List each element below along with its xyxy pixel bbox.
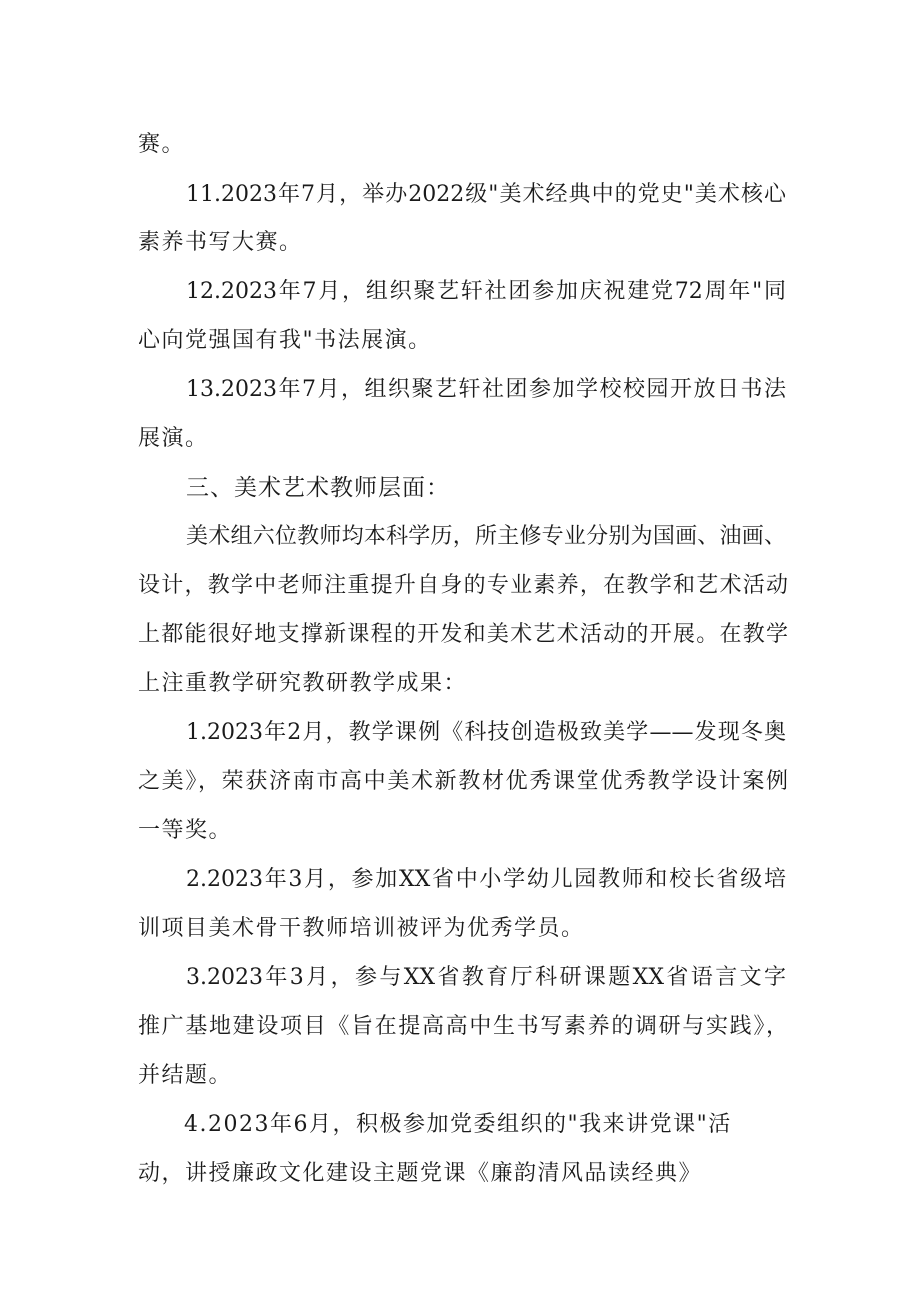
text-line-1: 赛。 [138, 132, 186, 157]
text-line-16: 2.2023年3月，参加XX省中小学幼儿园教师和校长省级培 [186, 867, 786, 892]
text-line-14: 之美》，荣获济南市高中美术新教材优秀课堂优秀教学设计案例 [138, 769, 788, 794]
text-line-6: 13.2023年7月，组织聚艺轩社团参加学校校园开放日书法 [186, 377, 786, 402]
text-line-15: 一等奖。 [138, 818, 233, 843]
text-line-13: 1.2023年2月，教学课例《科技创造极致美学——发现冬奥 [186, 720, 786, 745]
text-line-12: 上注重教学研究教研教学成果： [138, 671, 468, 696]
text-line-21: 4.2023年6月，积极参加党委组织的"我来讲党课"活 [184, 1112, 732, 1137]
text-line-4: 12.2023年7月，组织聚艺轩社团参加庆祝建党72周年"同 [186, 279, 786, 304]
text-line-5: 心向党强国有我"书法展演。 [138, 328, 432, 353]
text-line-7: 展演。 [138, 426, 209, 451]
text-line-18: 3.2023年3月，参与XX省教育厅科研课题XX省语言文字 [186, 965, 786, 990]
text-line-11: 上都能很好地支撑新课程的开发和美术艺术活动的开展。在教学 [138, 622, 788, 647]
text-line-10: 设计，教学中老师注重提升自身的专业素养，在教学和艺术活动 [138, 573, 788, 598]
text-line-17: 训项目美术骨干教师培训被评为优秀学员。 [138, 916, 585, 941]
text-line-20: 并结题。 [138, 1063, 233, 1088]
text-line-3: 素养书写大赛。 [138, 230, 303, 255]
text-line-22: 动，讲授廉政文化建设主题党课《廉韵清风品读经典》 [138, 1161, 703, 1186]
text-line-19: 推广基地建设项目《旨在提高高中生书写素养的调研与实践》， [138, 1014, 788, 1039]
text-line-2: 11.2023年7月，举办2022级"美术经典中的党史"美术核心 [186, 182, 786, 207]
text-line-9: 美术组六位教师均本科学历，所主修专业分别为国画、油画、 [186, 524, 786, 549]
section-heading: 三、美术艺术教师层面： [186, 475, 450, 501]
